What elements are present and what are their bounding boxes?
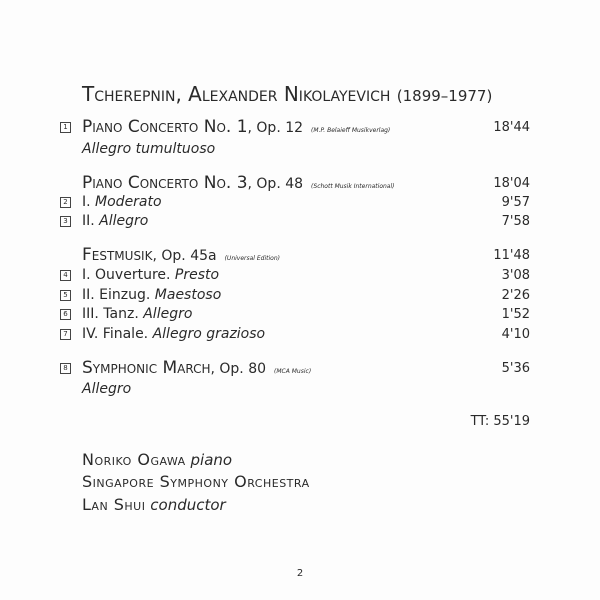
composer-heading: [82, 82, 492, 106]
work-title: Piano Concerto No. 3: [82, 173, 248, 193]
duration: 7'58: [501, 213, 530, 229]
tempo-row: [60, 379, 530, 399]
publisher: (MCA Music): [274, 368, 312, 375]
tempo: Allegro: [82, 381, 132, 397]
total-time: TT: 55'19: [470, 413, 530, 429]
track-number: 3: [60, 216, 71, 227]
work-title: Piano Concerto No. 1: [82, 117, 248, 137]
composer-name: Tcherepnin, Alexander Nikolayevich: [82, 82, 391, 106]
track-number: 8: [60, 363, 71, 374]
publisher: (Schott Musik International): [311, 183, 395, 190]
track-number: 2: [60, 197, 71, 208]
duration: 3'08: [501, 267, 530, 283]
movement: I. Ouverture.: [82, 267, 175, 283]
duration: 4'10: [501, 326, 530, 342]
track-row: [60, 265, 530, 285]
page-number: 2: [296, 568, 304, 579]
performer-name: Noriko Ogawa: [82, 450, 186, 469]
tempo: Allegro: [99, 213, 149, 229]
work-row: [60, 173, 530, 193]
publisher: (M.P. Belaieff Musikverlag): [311, 127, 391, 134]
opus: , Op. 48: [247, 176, 304, 192]
movement: III. Tanz.: [82, 306, 144, 322]
opus: , Op. 45a: [152, 248, 217, 264]
duration: 11'48: [493, 247, 530, 263]
movement: IV. Finale.: [82, 326, 153, 342]
duration: 2'26: [501, 287, 530, 303]
performer-role: conductor: [150, 496, 226, 514]
work-title: Festmusik: [82, 245, 153, 265]
publisher: (Universal Edition): [224, 255, 280, 262]
movement: II.: [82, 213, 100, 229]
track-row: [60, 304, 530, 324]
tempo: Allegro grazioso: [152, 326, 266, 342]
performer: [82, 495, 226, 514]
track-row: [60, 117, 530, 137]
track-number: 4: [60, 270, 71, 281]
opus: , Op. 80: [210, 361, 267, 377]
tempo: Allegro: [143, 306, 193, 322]
track-row: [60, 211, 530, 231]
movement: I.: [82, 194, 96, 210]
tempo: Moderato: [95, 194, 162, 210]
work-row: [60, 245, 530, 265]
duration: 1'52: [501, 306, 530, 322]
tempo: Presto: [174, 267, 220, 283]
duration: 18'04: [493, 175, 530, 191]
duration: 9'57: [501, 194, 530, 210]
track-number: 7: [60, 329, 71, 340]
track-number: 6: [60, 309, 71, 320]
track-number: 5: [60, 290, 71, 301]
performer: [82, 472, 310, 491]
work-title: Symphonic March: [82, 358, 211, 378]
duration: 5'36: [501, 360, 530, 376]
performer-role: piano: [190, 451, 233, 469]
performer-name: Singapore Symphony Orchestra: [82, 472, 310, 491]
opus: , Op. 12: [247, 120, 304, 136]
movement: II. Einzug.: [82, 287, 155, 303]
performer-name: Lan Shui: [82, 495, 146, 514]
composer-years: (1899–1977): [396, 87, 493, 105]
tempo: Allegro tumultuoso: [82, 141, 216, 157]
track-row: [60, 192, 530, 212]
performer: [82, 450, 232, 469]
total-row: [60, 411, 530, 431]
track-row: [60, 285, 530, 305]
duration: 18'44: [493, 119, 530, 135]
tempo-row: [60, 139, 530, 159]
track-row: [60, 324, 530, 344]
tempo: Maestoso: [154, 287, 222, 303]
track-row: [60, 358, 530, 378]
track-number: 1: [60, 122, 71, 133]
